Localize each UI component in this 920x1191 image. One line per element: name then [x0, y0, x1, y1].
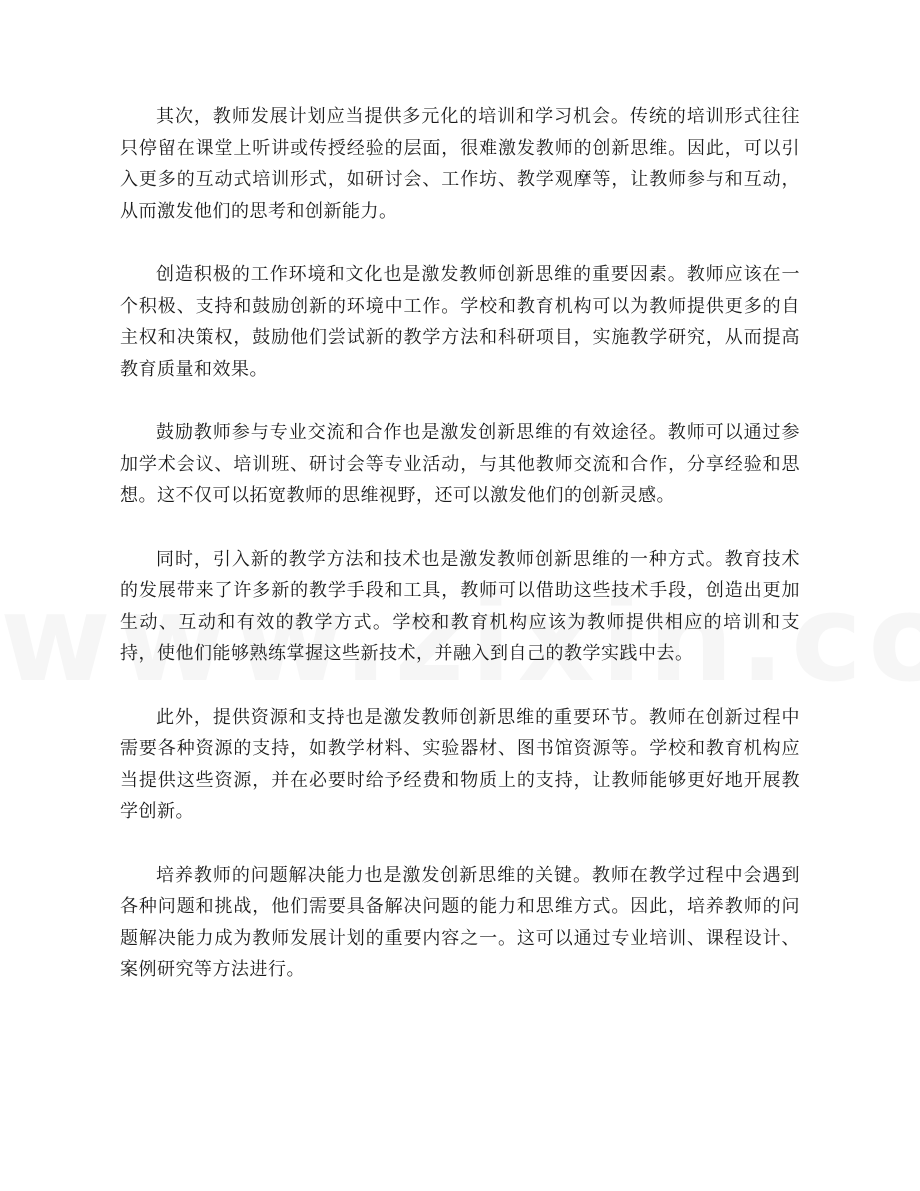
paragraph-4: 同时，引入新的教学方法和技术也是激发教师创新思维的一种方式。教育技术的发展带来了许多新的教学手段和工具，教师可以借助这些技术手段，创造出更加生动、互动和有效的教学方式。学校和教育机构应该为教师提供相应的培训和支持，使他们能够熟练掌握这些新技术，并融入到自己的教学实践中去。 [120, 548, 800, 664]
paragraph-5: 此外，提供资源和支持也是激发教师创新思维的重要环节。教师在创新过程中需要各种资源的支持，如教学材料、实验器材、图书馆资源等。学校和教育机构应当提供这些资源，并在必要时给予经费和物质上的支持，让教师能够更好地开展教学创新。 [120, 706, 800, 822]
paragraph-1: 其次，教师发展计划应当提供多元化的培训和学习机会。传统的培训形式往往只停留在课堂上听讲或传授经验的层面，很难激发教师的创新思维。因此，可以引入更多的互动式培训形式，如研讨会、工作坊、教学观摩等，让教师参与和互动，从而激发他们的思考和创新能力。 [120, 106, 800, 222]
document-body [120, 101, 800, 1018]
paragraph-6: 培养教师的问题解决能力也是激发创新思维的关键。教师在教学过程中会遇到各种问题和挑战，他们需要具备解决问题的能力和思维方式。因此，培养教师的问题解决能力成为教师发展计划的重要内容之一。这可以通过专业培训、课程设计、案例研究等方法进行。 [120, 864, 800, 980]
paragraph-2: 创造积极的工作环境和文化也是激发教师创新思维的重要因素。教师应该在一个积极、支持和鼓励创新的环境中工作。学校和教育机构可以为教师提供更多的自主权和决策权，鼓励他们尝试新的教学方法和科研项目，实施教学研究，从而提高教育质量和效果。 [120, 264, 800, 380]
paragraph-3: 鼓励教师参与专业交流和合作也是激发创新思维的有效途径。教师可以通过参加学术会议、培训班、研讨会等专业活动，与其他教师交流和合作，分享经验和思想。这不仅可以拓宽教师的思维视野，还可以激发他们的创新灵感。 [120, 422, 800, 506]
